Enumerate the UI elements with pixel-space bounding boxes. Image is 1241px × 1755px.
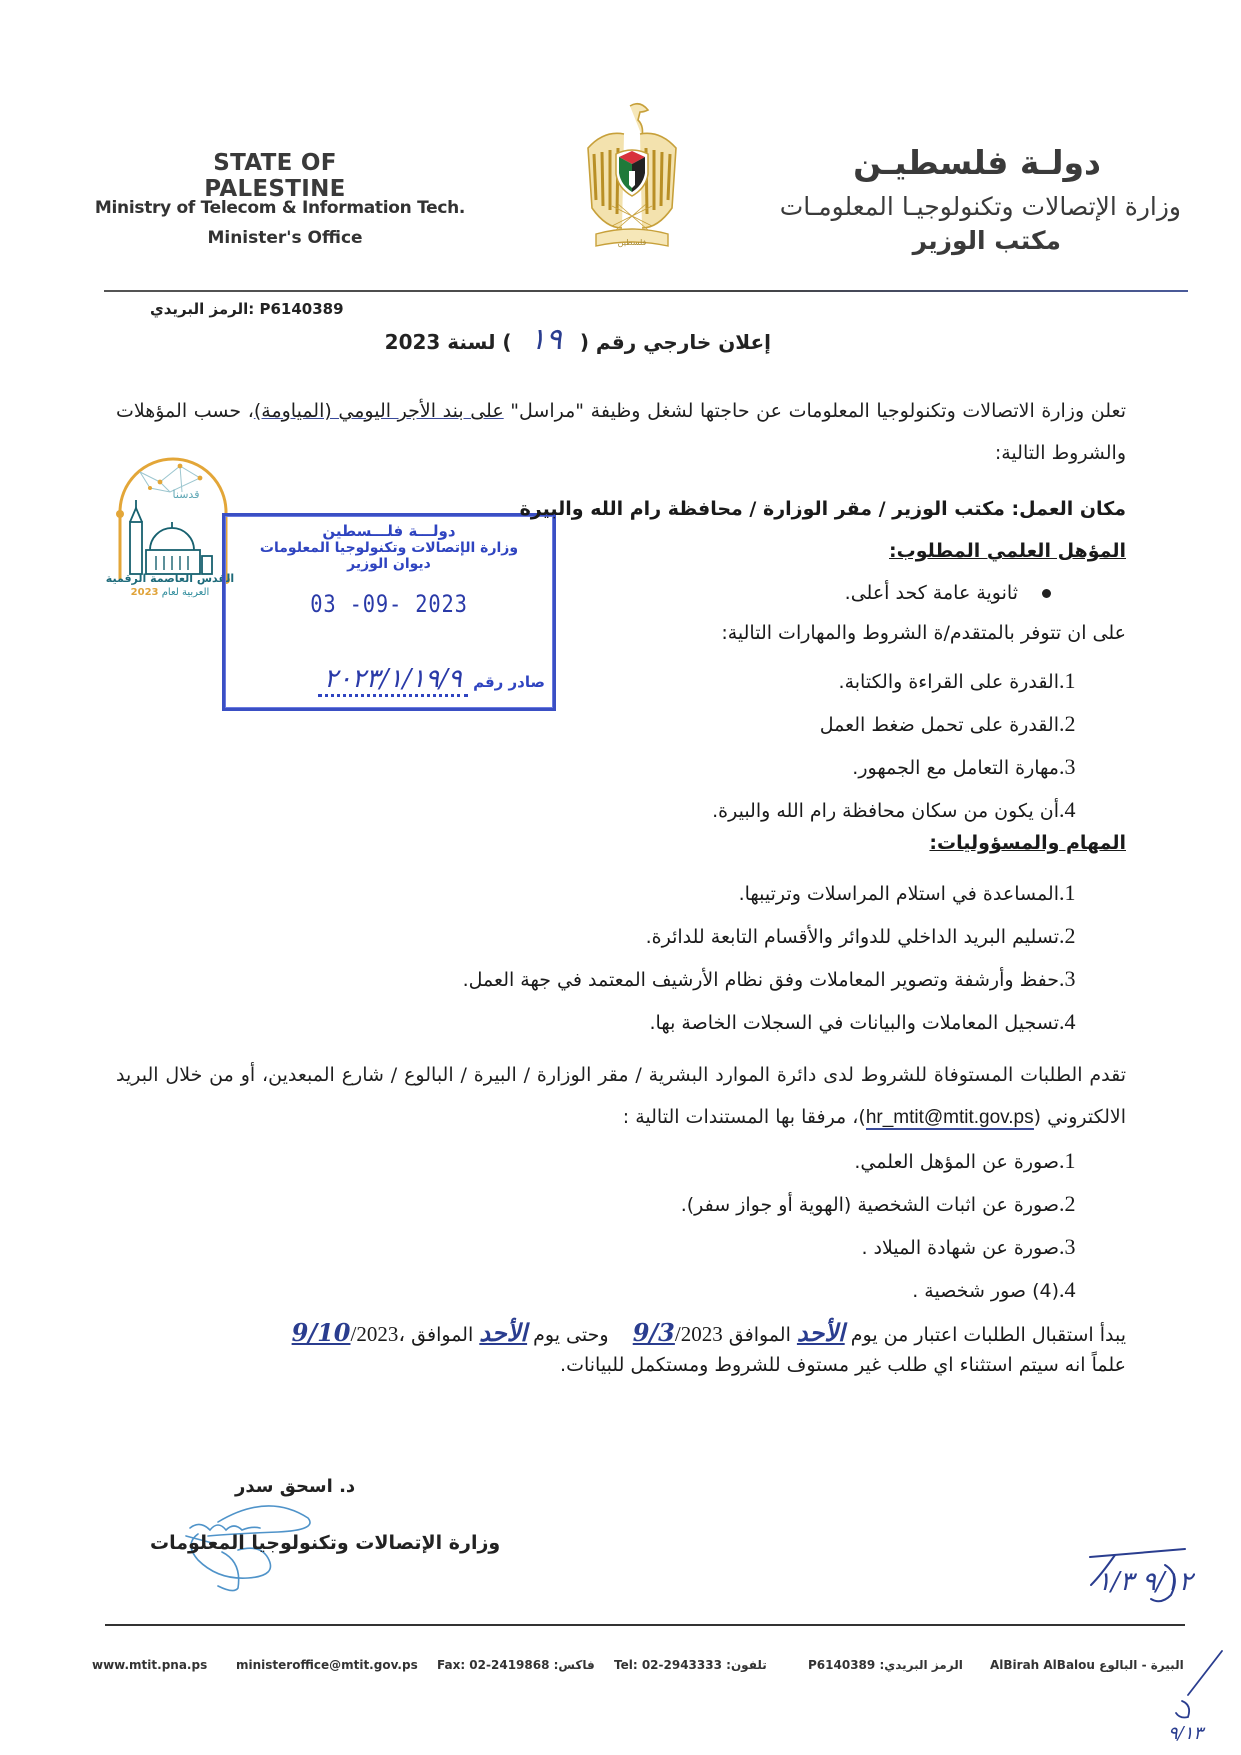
footer-postal-value: P6140389 <box>808 1658 876 1672</box>
end-date-year: /2023، <box>350 1322 406 1346</box>
hr-email-link[interactable]: hr_mtit@mtit.gov.ps <box>865 1107 1034 1128</box>
signatory-title: وزارة الإتصالات وتكنولوجيا المعلومات <box>150 1532 501 1554</box>
list-item <box>712 660 1093 703</box>
quds-logo-caption: القدس العاصمة الرقمية <box>105 572 235 585</box>
duties-heading: المهام والمسؤوليات: <box>929 832 1126 854</box>
ministry-incoming-stamp <box>222 513 556 711</box>
header-divider <box>104 290 1188 292</box>
stamp-reference <box>318 664 545 694</box>
intro-paragraph <box>116 390 1126 474</box>
start-date-handwritten: 9/3 <box>632 1318 675 1347</box>
requirements-list <box>712 660 1093 832</box>
list-item <box>463 872 1093 915</box>
dates-text-1: يبدأ استقبال الطلبات اعتبار من يوم <box>850 1324 1126 1346</box>
intro-text-after: ، حسب المؤهلات والشروط التالية: <box>116 400 1126 464</box>
list-text: تسليم البريد الداخلي للدوائر والأقسام التابعة للدائرة. <box>645 926 1059 948</box>
postal-code-value: P6140389 <box>259 300 344 318</box>
footer-fax <box>437 1658 595 1672</box>
footer-tel-number: Tel: 02-2943333 <box>614 1658 722 1672</box>
announcement-suffix: ) لسنة 2023 <box>384 330 512 354</box>
bullet-icon <box>1042 589 1051 598</box>
qualification-bullet <box>845 582 1051 604</box>
stamp-ref-number: ٢٠٢٣/١/١٩/٩ <box>318 664 468 697</box>
emblem-caption: فلسطين <box>617 238 647 247</box>
footer-fax-arabic-label: فاكس: <box>553 1658 595 1672</box>
list-text: حفظ وأرشفة وتصوير المعاملات وفق نظام الأرشيف المعتمد في جهة العمل. <box>462 969 1059 991</box>
list-item <box>463 958 1093 1001</box>
list-number: 2. <box>1059 1191 1076 1216</box>
stamp-ministry-line: وزارة الإتصالات وتكنولوجيا المعلومات <box>259 540 519 556</box>
start-day-handwritten: الأحد <box>796 1318 845 1347</box>
footer-website-link[interactable]: www.mtit.pna.ps <box>92 1658 208 1672</box>
application-dates <box>292 1312 1126 1356</box>
footer-telephone <box>614 1658 767 1672</box>
intro-underlined-terms: على بند الأجر اليومي (المياومة) <box>253 400 504 422</box>
requirements-intro: على ان تتوفر بالمتقدم/ة الشروط والمهارات التالية: <box>721 622 1126 644</box>
stamp-office-line: ديوان الوزير <box>347 556 431 572</box>
dates-text-3: وحتى يوم <box>533 1324 609 1346</box>
stamp-state-line: دولـــة فلـــسطين <box>322 522 456 540</box>
duties-list <box>463 872 1093 1044</box>
list-number: 2. <box>1059 711 1076 736</box>
header-arabic-office: مكتب الوزير <box>912 226 1061 255</box>
footer-address-arabic: البيرة - البالوع <box>1099 1658 1184 1672</box>
list-text: صورة عن شهادة الميلاد . <box>861 1237 1059 1259</box>
list-item <box>712 703 1093 746</box>
list-number: 3. <box>1059 754 1076 779</box>
intro-text-before: تعلن وزارة الاتصالات وتكنولوجيا المعلومات عن حاجتها لشغل وظيفة "مراسل" <box>503 400 1126 422</box>
list-item <box>681 1269 1093 1312</box>
submission-paragraph <box>116 1054 1126 1139</box>
announcement-prefix: إعلان خارجي رقم ( <box>579 330 771 354</box>
list-number: 2. <box>1059 923 1076 948</box>
list-text: القدرة على تحمل ضغط العمل <box>819 714 1059 736</box>
list-text: صورة عن المؤهل العلمي. <box>854 1151 1059 1173</box>
signatory-name: د. اسحق سدر <box>235 1476 356 1497</box>
list-number: 4. <box>1059 1009 1076 1034</box>
header-english-state: STATE OF PALESTINE <box>204 150 346 202</box>
submission-text-before: تقدم الطلبات المستوفاة للشروط لدى دائرة الموارد البشرية / مقر الوزارة / البيرة / البالوع / شارع المبعدين، أو من خلال البريد الالكتروني ( <box>116 1064 1126 1128</box>
list-text: (4) صور شخصية . <box>912 1280 1059 1302</box>
qualification-heading: المؤهل العلمي المطلوب: <box>889 540 1126 562</box>
list-number: 1. <box>1059 880 1076 905</box>
list-text: المساعدة في استلام المراسلات وترتيبها. <box>738 883 1059 905</box>
stamp-ref-label: صادر رقم <box>473 673 545 691</box>
list-number: 3. <box>1059 1234 1076 1259</box>
workplace-line: مكان العمل: مكتب الوزير / مقر الوزارة / محافظة رام الله والبيرة <box>519 498 1126 520</box>
dates-text-2: الموافق <box>728 1324 791 1346</box>
footer-tel-arabic-label: تلفون: <box>726 1658 767 1672</box>
submission-text-after: )، مرفقا بها المستندات التالية : <box>622 1106 866 1128</box>
dates-text-4: الموافق <box>411 1324 474 1346</box>
list-number: 4. <box>1059 1277 1076 1302</box>
list-number: 1. <box>1059 668 1076 693</box>
list-number: 4. <box>1059 797 1076 822</box>
list-text: مهارة التعامل مع الجمهور. <box>852 757 1059 779</box>
announcement-title <box>385 322 771 357</box>
palestine-eagle-emblem-icon <box>582 96 682 266</box>
header-arabic-ministry: وزارة الإتصالات وتكنولوجيـا المعلومـات <box>779 192 1181 221</box>
list-text: أن يكون من سكان محافظة رام الله والبيرة. <box>712 800 1059 822</box>
header-arabic-state: دولـة فلسطيـن <box>853 143 1101 182</box>
announcement-number-handwritten: ١٩ <box>529 322 562 357</box>
list-item <box>681 1183 1093 1226</box>
start-date-year: /2023 <box>674 1322 723 1346</box>
list-item <box>681 1140 1093 1183</box>
footer-address <box>990 1658 1184 1672</box>
list-item <box>712 789 1093 832</box>
postal-code <box>150 300 344 318</box>
handwritten-note-2: ٩/١٣ <box>1168 1723 1204 1744</box>
stamp-date: 03 -09- 2023 <box>310 590 468 618</box>
handwritten-annotation-icon <box>1085 1535 1195 1620</box>
list-item <box>681 1226 1093 1269</box>
list-number: 1. <box>1059 1148 1076 1173</box>
quds-logo-brand: قدسنا <box>172 488 200 501</box>
quds-logo-year: 2023 <box>130 587 159 598</box>
postal-code-label: الرمز البريدي: <box>150 300 255 318</box>
handwritten-note-1: ٩/١٢ ١/٣ <box>1097 1567 1193 1597</box>
exclusion-note: علماً انه سيتم استثناء اي طلب غير مستوف للشروط ومستكمل للبيانات. <box>560 1354 1126 1376</box>
footer-fax-number: Fax: 02-2419868 <box>437 1658 550 1672</box>
footer-postal-arabic-label: الرمز البريدي: <box>879 1658 963 1672</box>
footer-email-link[interactable]: ministeroffice@mtit.gov.ps <box>236 1658 418 1672</box>
quds-logo-caption-2 <box>100 587 240 598</box>
documents-list <box>681 1140 1093 1312</box>
list-item <box>712 746 1093 789</box>
quds-logo-caption-text: العربية لعام <box>161 587 210 598</box>
footer-divider <box>105 1624 1185 1626</box>
qualification-text: ثانوية عامة كحد أعلى. <box>844 582 1018 604</box>
end-date-handwritten: 9/10 <box>291 1318 351 1347</box>
list-text: تسجيل المعاملات والبيانات في السجلات الخاصة بها. <box>649 1012 1059 1034</box>
footer-address-english: AlBirah AlBalou <box>990 1658 1095 1672</box>
end-day-handwritten: الأحد <box>479 1318 528 1347</box>
header-english-office: Minister's Office <box>207 228 363 248</box>
list-item <box>463 1001 1093 1044</box>
footer-postal-code <box>808 1658 963 1672</box>
list-text: صورة عن اثبات الشخصية (الهوية أو جواز سفر). <box>680 1194 1059 1216</box>
list-number: 3. <box>1059 966 1076 991</box>
header-english-ministry: Ministry of Telecom & Information Tech. <box>94 198 466 218</box>
list-item <box>463 915 1093 958</box>
list-text: القدرة على القراءة والكتابة. <box>838 671 1059 693</box>
